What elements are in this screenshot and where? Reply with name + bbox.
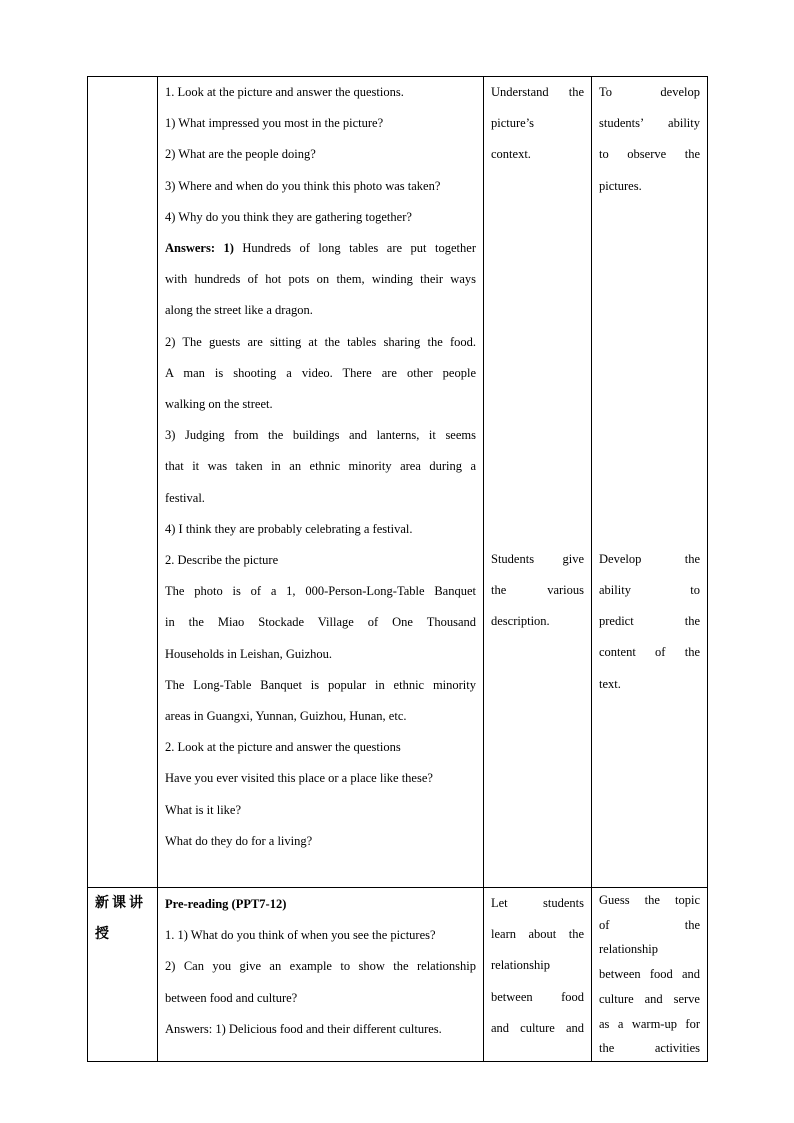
purpose-line: text. [599,676,621,691]
lesson-plan-table [87,76,708,1062]
activity-line: description. [491,614,550,629]
answer-line: that it was taken in an ethnic minority area during a [165,459,476,474]
stage-cell [88,888,158,1062]
purpose-line: Develop the [599,551,700,566]
question-line: 1) What impressed you most in the picture? [165,116,384,131]
description-line: in the Miao Stockade Village of One Thousand [165,615,476,630]
purpose-line: relationship [599,942,659,957]
answer-line: A man is shooting a video. There are other people [165,365,476,380]
description-line: The Long-Table Banquet is popular in ethnic minority [165,677,476,692]
answer-line: festival. [165,490,205,505]
activity-line: picture’s [491,116,535,131]
section-heading: Pre-reading (PPT7-12) [165,897,287,911]
question-line: 3) Where and when do you think this photo was taken? [165,178,441,193]
answer-line: Answers: 1) Hundreds of long tables are put together [165,241,476,256]
answers-label: Answers: 1) [165,241,234,256]
question-line: What is it like? [165,802,242,817]
table-row [88,77,708,888]
activity-cell [484,77,592,888]
content-cell [158,888,484,1062]
question-line: 2) What are the people doing? [165,147,316,162]
purpose-line: To develop [599,85,700,99]
purpose-line: ability to [599,583,700,598]
activity-line: the various [491,582,584,597]
purpose-line: between food and [599,967,700,982]
stage-label: 授 [95,926,112,942]
question-line: 4) Why do you think they are gathering together? [165,209,412,224]
answer-line: with hundreds of hot pots on them, winding their ways [165,272,476,287]
purpose-line: content of the [599,645,700,660]
activity-line: Understand the [491,85,584,99]
activity-line: Students give [491,551,584,566]
answer-line: along the street like a dragon. [165,303,313,318]
activity-line: Let students [491,896,584,910]
question-heading: 1. Look at the picture and answer the questions. [165,85,404,99]
purpose-line: Guess the topic [599,893,700,907]
content-cell [158,77,484,888]
activity-line: context. [491,147,531,162]
activity-cell [484,888,592,1062]
description-line: areas in Guangxi, Yunnan, Guizhou, Hunan, etc. [165,709,407,724]
description-line: Households in Leishan, Guizhou. [165,646,332,661]
task-heading: 2. Look at the picture and answer the questions [165,740,401,755]
stage-label: 新课讲 [95,895,146,911]
purpose-line: the activities [599,1041,700,1056]
table-row [88,888,708,1062]
question-line: Have you ever visited this place or a place like these? [165,771,433,786]
answer-line: walking on the street. [165,397,273,412]
purpose-line: to observe the [599,147,700,162]
activity-line: between food [491,989,584,1004]
question-line: 2) Can you give an example to show the relationship [165,959,476,974]
purpose-cell [592,77,708,888]
purpose-line: pictures. [599,178,642,193]
purpose-line: of the [599,917,700,932]
task-heading: 2. Describe the picture [165,553,279,568]
purpose-line: students’ ability [599,116,700,131]
question-line: between food and culture? [165,990,298,1005]
purpose-line: culture and serve [599,991,700,1006]
question-line: 1. 1) What do you think of when you see the pictures? [165,928,436,943]
activity-line: relationship [491,958,551,973]
purpose-line: predict the [599,614,700,629]
description-line: The photo is of a 1, 000-Person-Long-Table Banquet [165,584,476,599]
answer-line: 2) The guests are sitting at the tables sharing the food. [165,334,476,349]
stage-cell-empty [88,77,158,888]
answer-line: 4) I think they are probably celebrating a festival. [165,521,413,536]
activity-line: learn about the [491,927,584,942]
purpose-cell [592,888,708,1062]
activity-line: and culture and [491,1020,584,1035]
answer-line: 3) Judging from the buildings and lanterns, it seems [165,428,476,443]
question-line: What do they do for a living? [165,833,313,848]
answer-line: Answers: 1) Delicious food and their different cultures. [165,1021,442,1036]
purpose-line: as a warm-up for [599,1016,700,1031]
